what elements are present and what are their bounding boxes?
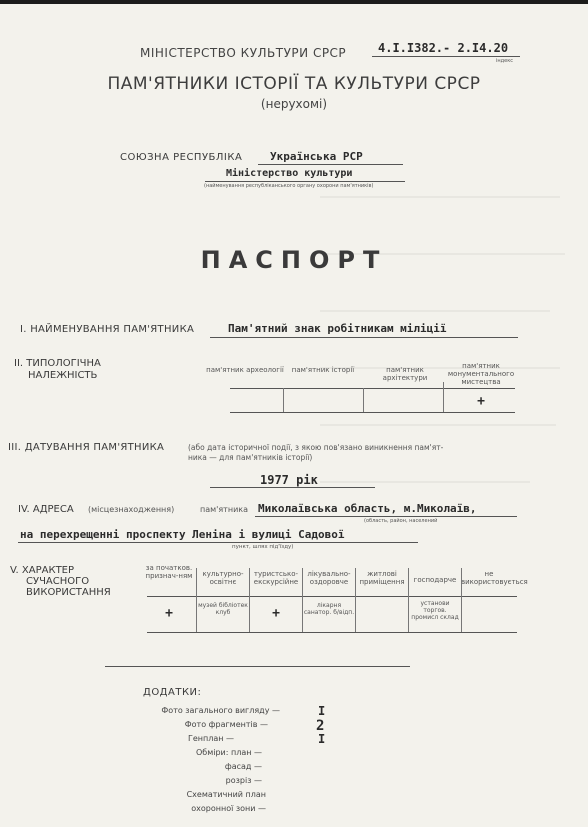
appendix-label: ДОДАТКИ: bbox=[143, 687, 202, 698]
address-caption2: пункт, шлях під'їзду) bbox=[232, 544, 294, 550]
appendix-item-measure-plan: Обміри: план — bbox=[195, 748, 262, 757]
monument-date: 1977 рік bbox=[260, 473, 318, 487]
usage-divider-2 bbox=[249, 568, 250, 632]
usage-divider-6 bbox=[461, 568, 462, 632]
section5-label-line3: ВИКОРИСТАННЯ bbox=[26, 587, 111, 598]
typology-col-archaeology: пам'ятник археології bbox=[206, 366, 284, 374]
main-subtitle: (нерухомі) bbox=[260, 97, 328, 111]
usage-divider-3 bbox=[302, 568, 303, 632]
usage-bottom-line bbox=[147, 632, 517, 633]
ministry-heading: МІНІСТЕРСТВО КУЛЬТУРИ СРСР bbox=[140, 46, 347, 60]
appendix-value-fragment-photo: 2 bbox=[316, 718, 325, 734]
top-border bbox=[0, 0, 588, 4]
usage-col-economic: господарче bbox=[413, 576, 457, 584]
address-underline1 bbox=[255, 516, 517, 517]
usage-val-economic: установи торгов. промисл склад bbox=[411, 600, 459, 621]
typology-col-monumental: пам'ятник монументального мистецтва bbox=[447, 362, 515, 386]
usage-col-residential: житлові приміщення bbox=[359, 570, 405, 586]
monument-name: Пам'ятний знак робітникам міліції bbox=[228, 322, 447, 335]
usage-table bbox=[143, 562, 528, 637]
address-underline2 bbox=[18, 542, 418, 543]
appendix-item-facade: фасад — bbox=[224, 762, 262, 771]
organ-caption: (найменування республіканського органу охорони пам'ятників) bbox=[204, 183, 374, 189]
main-title: ПАМ'ЯТНИКИ ІСТОРІЇ ТА КУЛЬТУРИ СРСР bbox=[107, 74, 481, 94]
appendix-item-general-photo: Фото загального вигляду — bbox=[161, 706, 280, 715]
section1-label: І. НАЙМЕНУВАННЯ ПАМ'ЯТНИКА bbox=[20, 324, 195, 335]
usage-val-original: + bbox=[165, 606, 173, 621]
typology-val-monumental: + bbox=[477, 394, 485, 409]
republic-underline bbox=[258, 164, 403, 165]
usage-divider-4 bbox=[355, 568, 356, 632]
typology-col-architecture: пам'ятник архітектури bbox=[382, 366, 428, 382]
usage-col-cultural: культурно-освітнє bbox=[202, 570, 244, 586]
section4-sublabel2: пам'ятника bbox=[200, 505, 249, 514]
address-line1: Миколаївська область, м.Миколаїв, bbox=[258, 502, 477, 515]
organ-underline bbox=[205, 181, 405, 182]
organ-value: Міністерство культури bbox=[226, 168, 353, 179]
appendix-item-protection-zone: охоронної зони — bbox=[191, 804, 266, 813]
appendix-value-site-plan: І bbox=[318, 732, 326, 746]
section3-underline bbox=[210, 487, 375, 488]
index-caption: індекс bbox=[496, 58, 513, 64]
section4-sublabel: (місцезнаходження) bbox=[88, 505, 175, 514]
typology-divider-3 bbox=[443, 382, 444, 412]
typology-bottom-line bbox=[230, 412, 515, 413]
section2-label-line1: ІІ. ТИПОЛОГІЧНА bbox=[14, 358, 101, 369]
section2-label bbox=[14, 358, 101, 382]
section5-label-line1: V. ХАРАКТЕР bbox=[10, 565, 75, 576]
republic-value: Українська РСР bbox=[270, 150, 363, 163]
index-code: 4.I.I382.- 2.I4.20 bbox=[378, 41, 509, 55]
section5-label-line2: СУЧАСНОГО bbox=[26, 576, 90, 587]
section5-label bbox=[10, 565, 111, 598]
appendix-item-site-plan: Генплан — bbox=[187, 734, 234, 743]
republic-label: СОЮЗНА РЕСПУБЛІКА bbox=[120, 152, 243, 163]
document-title: ПАСПОРТ bbox=[200, 246, 388, 274]
appendix-item-fragment-photo: Фото фрагментів — bbox=[184, 720, 268, 729]
usage-col-tourist: туристсько-екскурсійне bbox=[253, 570, 299, 586]
section3-note-line1: (або дата історичної події, з якою пов'язано виникнення пам'ят- bbox=[188, 443, 444, 452]
usage-val-tourist: + bbox=[272, 606, 280, 621]
typology-divider-2 bbox=[363, 388, 364, 412]
usage-col-medical: лікувально-оздоровче bbox=[307, 570, 351, 586]
address-caption1: (область, район, населений bbox=[364, 518, 438, 524]
section1-underline bbox=[210, 337, 518, 338]
usage-val-cultural: музей бібліотек клуб bbox=[198, 602, 248, 616]
typology-col-history: пам'ятник історії bbox=[291, 366, 355, 374]
section3-note-line2: ника — для пам'ятників історії) bbox=[188, 453, 313, 462]
usage-divider-1 bbox=[196, 568, 197, 632]
section2-label-line2: НАЛЕЖНІСТЬ bbox=[28, 370, 98, 381]
address-line2: на перехрещенні проспекту Леніна і вулиці Садової bbox=[20, 528, 345, 541]
usage-val-medical: лікарня санатор. б/відп. bbox=[303, 602, 355, 616]
usage-col-original: за початков. признач-ням bbox=[145, 564, 193, 580]
appendix-item-schematic-plan: Схематичний план bbox=[186, 790, 266, 799]
usage-col-unused: не використовується bbox=[461, 570, 528, 586]
section4-label: IV. АДРЕСА bbox=[18, 504, 74, 515]
section3-label: ІІІ. ДАТУВАННЯ ПАМ'ЯТНИКА bbox=[8, 442, 165, 453]
typology-row-line bbox=[230, 388, 515, 389]
appendix-value-general-photo: І bbox=[318, 704, 326, 718]
index-underline bbox=[372, 56, 520, 57]
bleed-through-texture bbox=[320, 150, 570, 310]
typology-table bbox=[205, 362, 515, 414]
separator-line bbox=[105, 666, 410, 667]
typology-divider-1 bbox=[283, 388, 284, 412]
appendix-item-section: розріз — bbox=[225, 776, 262, 785]
